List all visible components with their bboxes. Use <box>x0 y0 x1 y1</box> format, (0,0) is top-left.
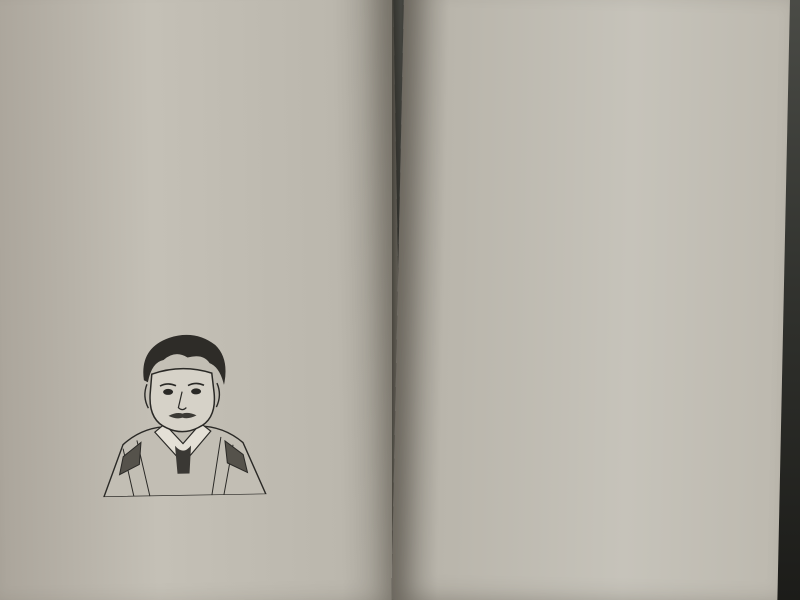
lermontov-portrait <box>91 322 274 497</box>
right-page <box>391 0 790 600</box>
bazar-logo <box>634 552 636 585</box>
